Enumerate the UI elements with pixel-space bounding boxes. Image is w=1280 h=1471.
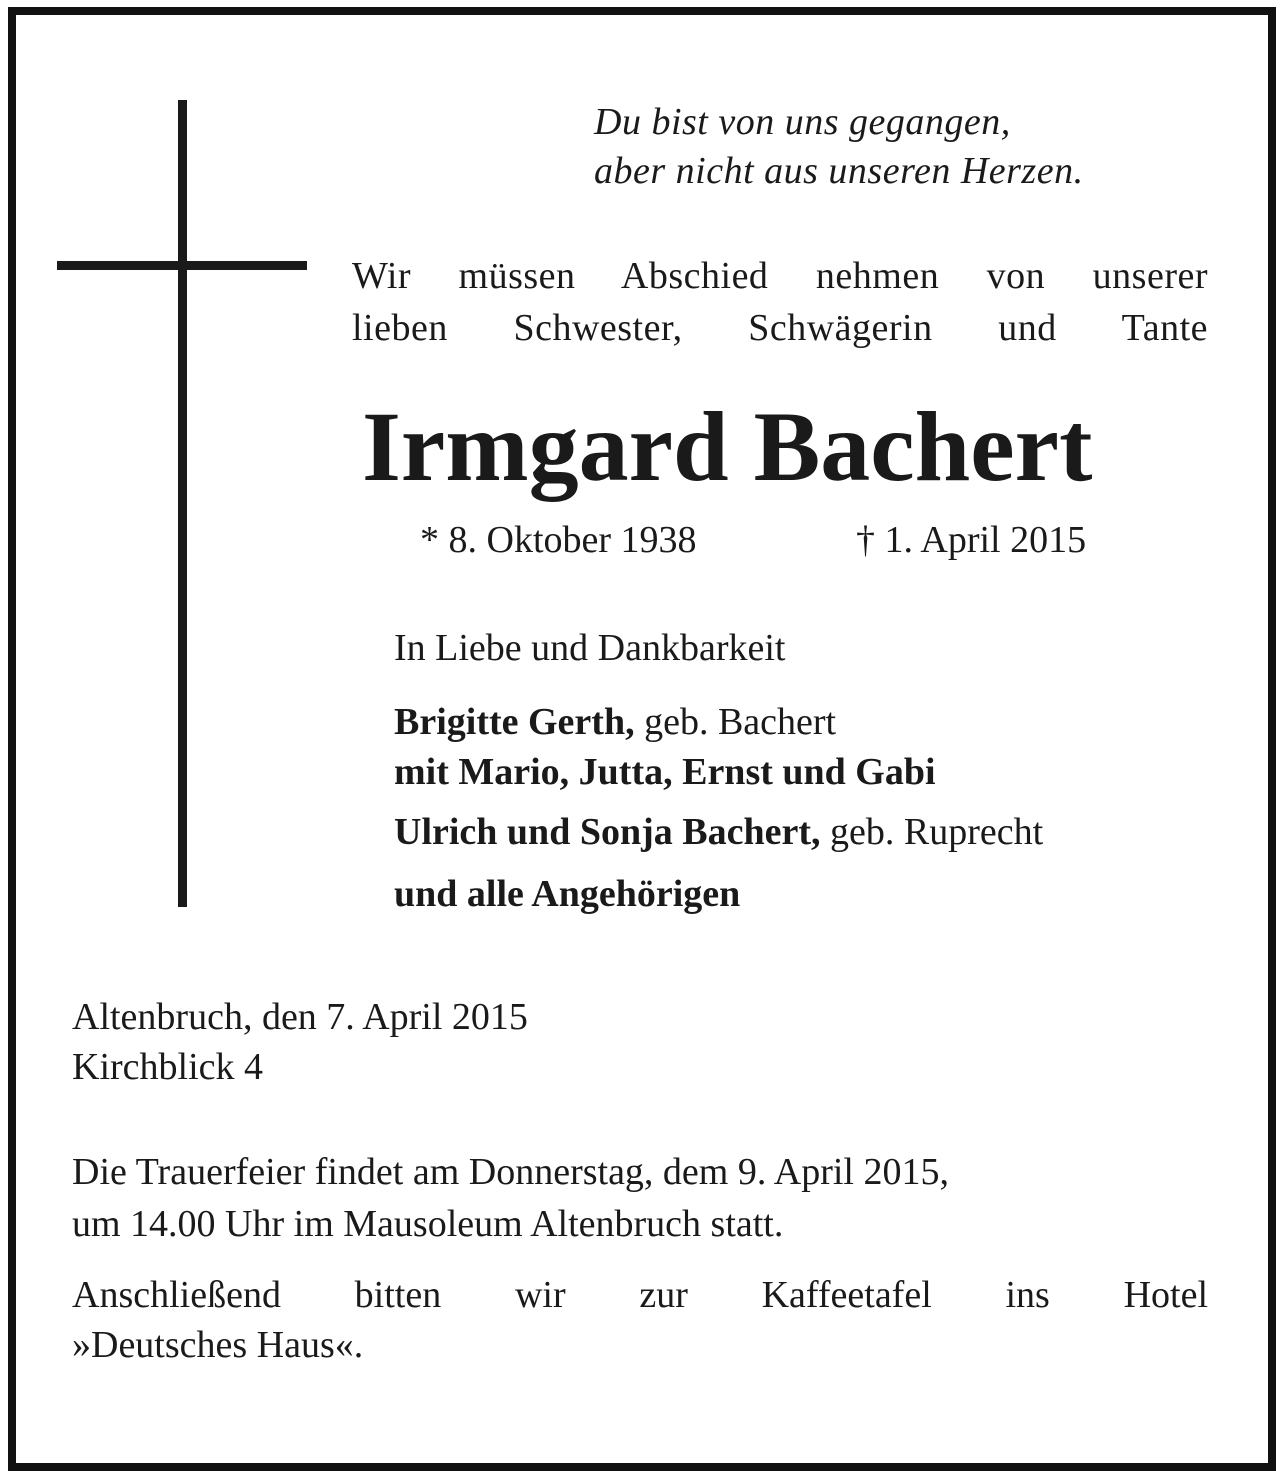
reception-line-2: »Deutsches Haus«. [72, 1324, 364, 1366]
motto [594, 98, 1084, 196]
intro-text [352, 250, 1208, 354]
mourner-others [394, 872, 740, 916]
reception-info [72, 1270, 1208, 1370]
place-date: Altenbruch, den 7. April 2015 [72, 996, 528, 1038]
motto-line-2: aber nicht aus unseren Herzen. [594, 150, 1084, 192]
mourner-family-1 [394, 700, 836, 744]
mourners-heading: In Liebe und Dankbarkeit [394, 627, 786, 669]
deceased-name: Irmgard Bachert [362, 391, 1093, 502]
ceremony-line-2: um 14.00 Uhr im Mausoleum Altenbruch statt. [72, 1203, 784, 1245]
reception-line-1: Anschließend bitten wir zur Kaffeetafel ins Hotel [72, 1274, 1208, 1316]
mourner-family-2-name: Ulrich und Sonja Bachert, [394, 811, 821, 853]
mourner-others-text: und alle Angehörigen [394, 873, 741, 915]
mourner-family-1-children-text: mit Mario, Jutta, Ernst und Gabi [394, 751, 936, 793]
intro-line-2: lieben Schwester, Schwägerin und Tante [352, 307, 1208, 349]
cross-horizontal-bar [57, 261, 307, 270]
mourner-family-1-name: Brigitte Gerth, [394, 701, 635, 743]
birth-date: * 8. Oktober 1938 [420, 519, 697, 561]
mourner-family-2-note: geb. Ruprecht [820, 811, 1044, 853]
place-and-address [72, 992, 528, 1092]
motto-line-1: Du bist von uns gegangen, [594, 101, 1011, 143]
mourner-family-1-note: geb. Bachert [634, 701, 837, 743]
death-date: † 1. April 2015 [856, 519, 1087, 561]
ceremony-info [72, 1146, 1208, 1250]
mourner-family-1-children [394, 750, 936, 794]
ceremony-line-1: Die Trauerfeier findet am Donnerstag, dem 9. April 2015, [72, 1151, 949, 1193]
mourner-family-2 [394, 810, 1043, 854]
intro-line-1: Wir müssen Abschied nehmen von unserer [352, 255, 1208, 297]
address: Kirchblick 4 [72, 1046, 264, 1088]
cross-vertical-bar [178, 100, 187, 907]
